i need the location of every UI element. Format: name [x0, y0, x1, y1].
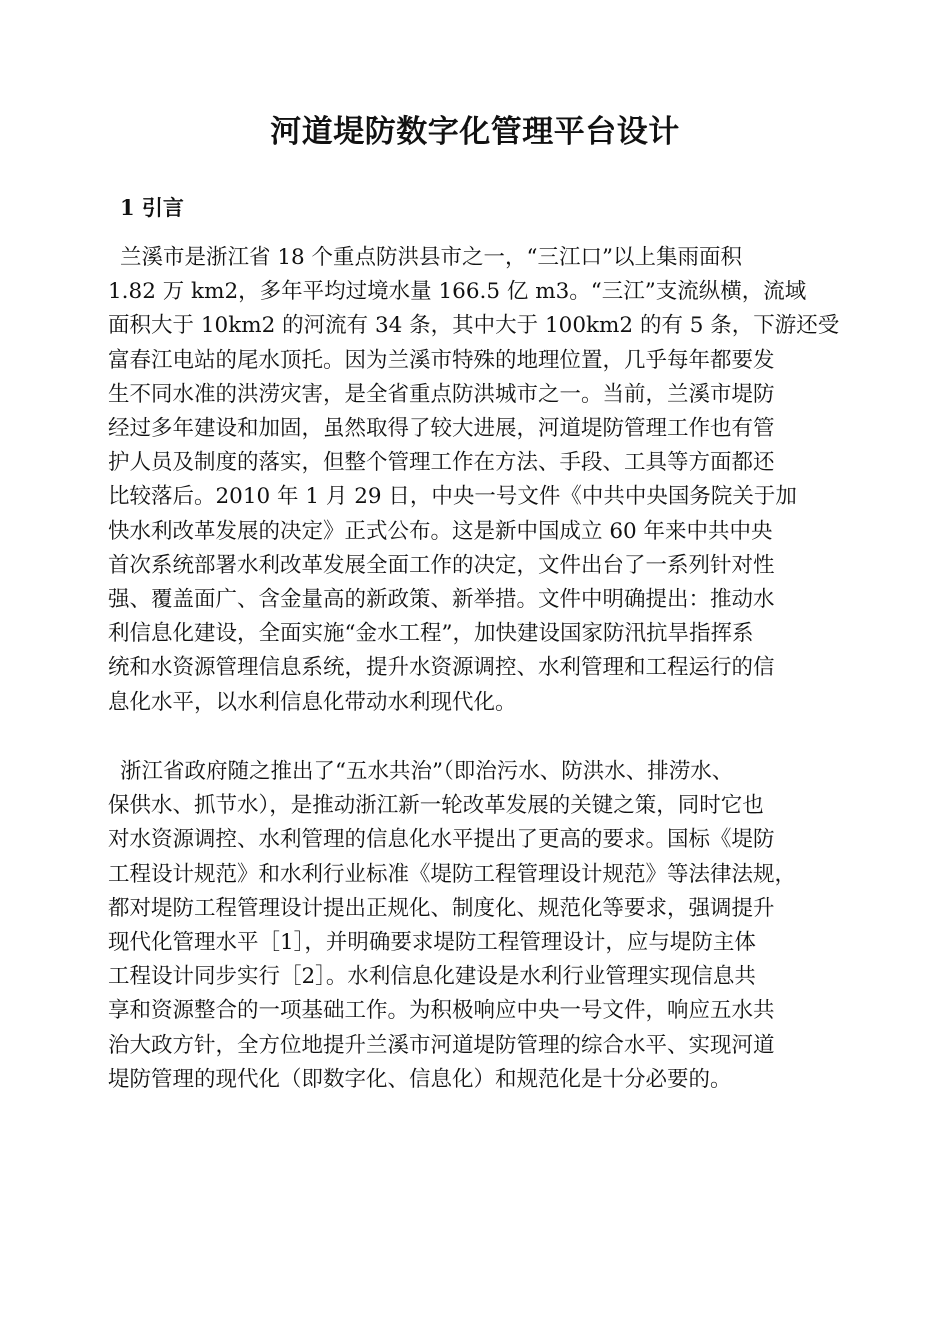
- paragraph-line: 堤防管理的现代化（即数字化、信息化）和规范化是十分必要的。: [108, 1066, 732, 1092]
- paragraph-line: 面积大于 10km2 的河流有 34 条，其中大于 100km2 的有 5 条，下游还受: [108, 313, 840, 339]
- paragraph-line: 首次系统部署水利改革发展全面工作的决定，文件出台了一系列针对性: [108, 552, 775, 578]
- paragraph-line: 生不同水准的洪涝灾害，是全省重点防洪城市之一。当前，兰溪市堤防: [108, 381, 775, 407]
- paragraph-line: 息化水平，以水利信息化带动水利现代化。: [108, 689, 517, 715]
- paragraph-line: 快水利改革发展的决定》正式公布。这是新中国成立 60 年来中共中央: [108, 518, 773, 544]
- paragraph-line: 统和水资源管理信息系统，提升水资源调控、水利管理和工程运行的信: [108, 655, 775, 681]
- paragraph-line: 工程设计规范》和水利行业标准《堤防工程管理设计规范》等法律法规，: [108, 861, 797, 887]
- document-title: 河道堤防数字化管理平台设计: [270, 114, 680, 150]
- paragraph-line: 治大政方针，全方位地提升兰溪市河道堤防管理的综合水平、实现河道: [108, 1032, 775, 1058]
- paragraph-line: 1.82 万 km2，多年平均过境水量 166.5 亿 m3。“三江”支流纵横，流域: [108, 279, 807, 305]
- paragraph-line: 对水资源调控、水利管理的信息化水平提出了更高的要求。国标《堤防: [108, 827, 775, 853]
- paragraph-line: 比较落后。2010 年 1 月 29 日，中央一号文件《中共中央国务院关于加: [108, 484, 797, 510]
- paragraph-line: 富春江电站的尾水顶托。因为兰溪市特殊的地理位置，几乎每年都要发: [108, 347, 775, 373]
- paragraph-line: 保供水、抓节水），是推动浙江新一轮改革发展的关键之策，同时它也: [108, 793, 764, 819]
- paragraph-line: 享和资源整合的一项基础工作。为积极响应中央一号文件，响应五水共: [108, 998, 775, 1024]
- paragraph-line: 兰溪市是浙江省 18 个重点防洪县市之一，“三江口”以上集雨面积: [120, 245, 743, 270]
- section-heading: 1 引言: [120, 195, 184, 220]
- paragraph-line: 经过多年建设和加固，虽然取得了较大进展，河道堤防管理工作也有管: [108, 416, 775, 442]
- paragraph-line: 强、覆盖面广、含金量高的新政策、新举措。文件中明确提出：推动水: [108, 587, 775, 613]
- paragraph-line: 浙江省政府随之推出了“五水共治”（即治污水、防洪水、排涝水、: [120, 759, 734, 784]
- paragraph: [108, 755, 848, 1097]
- paragraph-line: 都对堤防工程管理设计提出正规化、制度化、规范化等要求，强调提升: [108, 895, 775, 921]
- paragraph-line: 工程设计同步实行［2］。水利信息化建设是水利行业管理实现信息共: [108, 964, 756, 990]
- paragraph-line: 利信息化建设，全面实施“金水工程”，加快建设国家防汛抗旱指挥系: [108, 621, 754, 647]
- paragraph-line: 护人员及制度的落实，但整个管理工作在方法、手段、工具等方面都还: [108, 450, 775, 476]
- paragraph-line: 现代化管理水平［1］，并明确要求堤防工程管理设计，应与堤防主体: [108, 930, 756, 956]
- paragraph: [108, 241, 848, 720]
